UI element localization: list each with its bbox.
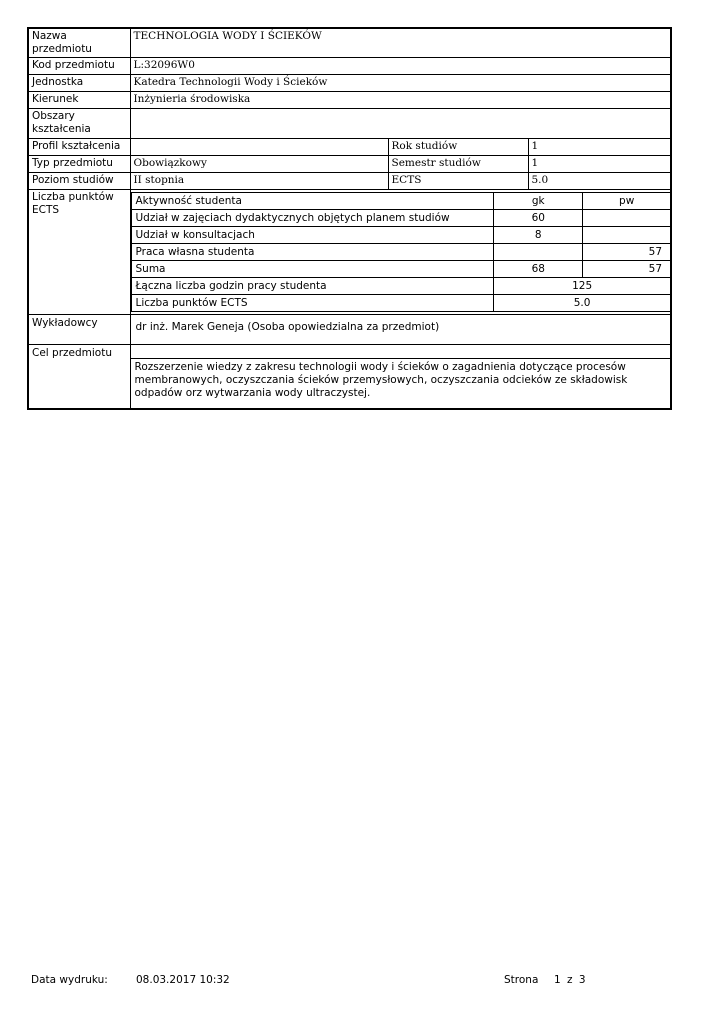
ects-row-pw bbox=[583, 227, 670, 244]
table-row bbox=[131, 210, 670, 227]
row-lecturers bbox=[28, 315, 671, 345]
ects-points-label: Liczba punktów ECTS bbox=[131, 295, 494, 312]
ects-row-gk bbox=[494, 244, 583, 261]
profile-label: Profil kształcenia bbox=[28, 139, 130, 156]
field-label: Kierunek bbox=[28, 92, 130, 109]
page-label: Strona bbox=[504, 974, 539, 986]
type-label: Typ przedmiotu bbox=[28, 156, 130, 173]
semester-value: 1 bbox=[528, 156, 671, 173]
course-info-table bbox=[27, 27, 672, 410]
ects-row-pw: 57 bbox=[583, 261, 670, 278]
ects-block-cell bbox=[130, 190, 671, 315]
type-value: Obowiązkowy bbox=[130, 156, 388, 173]
ects-value: 5.0 bbox=[528, 173, 671, 190]
unit-value: Katedra Technologii Wody i Ścieków bbox=[130, 75, 671, 92]
row-course-name bbox=[28, 28, 671, 58]
course-code-label: Kod przedmiotu bbox=[28, 58, 130, 75]
level-value: II stopnia bbox=[130, 173, 388, 190]
ects-row-activity: Praca własna studenta bbox=[131, 244, 494, 261]
row-areas bbox=[28, 109, 671, 139]
areas-label: Obszary kształcenia bbox=[28, 109, 130, 139]
ects-row-activity: Udział w zajęciach dydaktycznych objętych planem studiów bbox=[131, 210, 494, 227]
ects-total-hours-row bbox=[131, 278, 670, 295]
field-value: Inżynieria środowiska bbox=[130, 92, 671, 109]
areas-value bbox=[130, 109, 671, 139]
row-objective bbox=[28, 345, 671, 410]
year-label: Rok studiów bbox=[388, 139, 528, 156]
table-row bbox=[131, 244, 670, 261]
ects-points-value: 5.0 bbox=[494, 295, 670, 312]
row-ects-block bbox=[28, 190, 671, 315]
print-date-value: 08.03.2017 10:32 bbox=[136, 974, 230, 986]
ects-header-row bbox=[131, 193, 670, 210]
ects-points-row bbox=[131, 295, 670, 312]
course-code-value: L:32096W0 bbox=[130, 58, 671, 75]
ects-header-gk: gk bbox=[494, 193, 583, 210]
print-date-label: Data wydruku: bbox=[31, 974, 108, 986]
ects-total-hours-value: 125 bbox=[494, 278, 670, 295]
semester-label: Semestr studiów bbox=[388, 156, 528, 173]
row-level bbox=[28, 173, 671, 190]
ects-label: ECTS bbox=[388, 173, 528, 190]
ects-row-gk: 60 bbox=[494, 210, 583, 227]
ects-row-gk: 8 bbox=[494, 227, 583, 244]
ects-table bbox=[131, 192, 671, 312]
lecturers-value: dr inż. Marek Geneja (Osoba opowiedzialna za przedmiot) bbox=[130, 315, 671, 345]
ects-row-gk: 68 bbox=[494, 261, 583, 278]
row-profile bbox=[28, 139, 671, 156]
ects-total-hours-label: Łączna liczba godzin pracy studenta bbox=[131, 278, 494, 295]
objective-cell bbox=[130, 345, 671, 410]
course-sheet bbox=[27, 27, 670, 410]
page-footer bbox=[31, 974, 631, 988]
row-type bbox=[28, 156, 671, 173]
lecturers-label: Wykładowcy bbox=[28, 315, 130, 345]
table-row bbox=[131, 261, 670, 278]
ects-row-pw bbox=[583, 210, 670, 227]
ects-row-activity: Udział w konsultacjach bbox=[131, 227, 494, 244]
row-field bbox=[28, 92, 671, 109]
row-unit bbox=[28, 75, 671, 92]
ects-header-pw: pw bbox=[583, 193, 670, 210]
course-name-label: Nazwa przedmiotu bbox=[28, 28, 130, 58]
ects-header-activity: Aktywność studenta bbox=[131, 193, 494, 210]
ects-row-activity: Suma bbox=[131, 261, 494, 278]
unit-label: Jednostka bbox=[28, 75, 130, 92]
ects-row-pw: 57 bbox=[583, 244, 670, 261]
page-number: 1 z 3 bbox=[554, 974, 586, 986]
objective-divider bbox=[131, 345, 671, 359]
row-course-code bbox=[28, 58, 671, 75]
ects-block-label: Liczba punktów ECTS bbox=[28, 190, 130, 315]
objective-value: Rozszerzenie wiedzy z zakresu technologii wody i ścieków o zagadnienia dotyczące procesów membranowych, oczyszczania ścieków przemysłowych, oczyszczania odcieków ze składowisk odpadów orz wytwarzania wody ultraczystej. bbox=[134, 361, 628, 399]
level-label: Poziom studiów bbox=[28, 173, 130, 190]
table-row bbox=[131, 227, 670, 244]
course-name-value: TECHNOLOGIA WODY I ŚCIEKÓW bbox=[130, 28, 671, 58]
profile-value bbox=[130, 139, 388, 156]
objective-label: Cel przedmiotu bbox=[28, 345, 130, 410]
year-value: 1 bbox=[528, 139, 671, 156]
